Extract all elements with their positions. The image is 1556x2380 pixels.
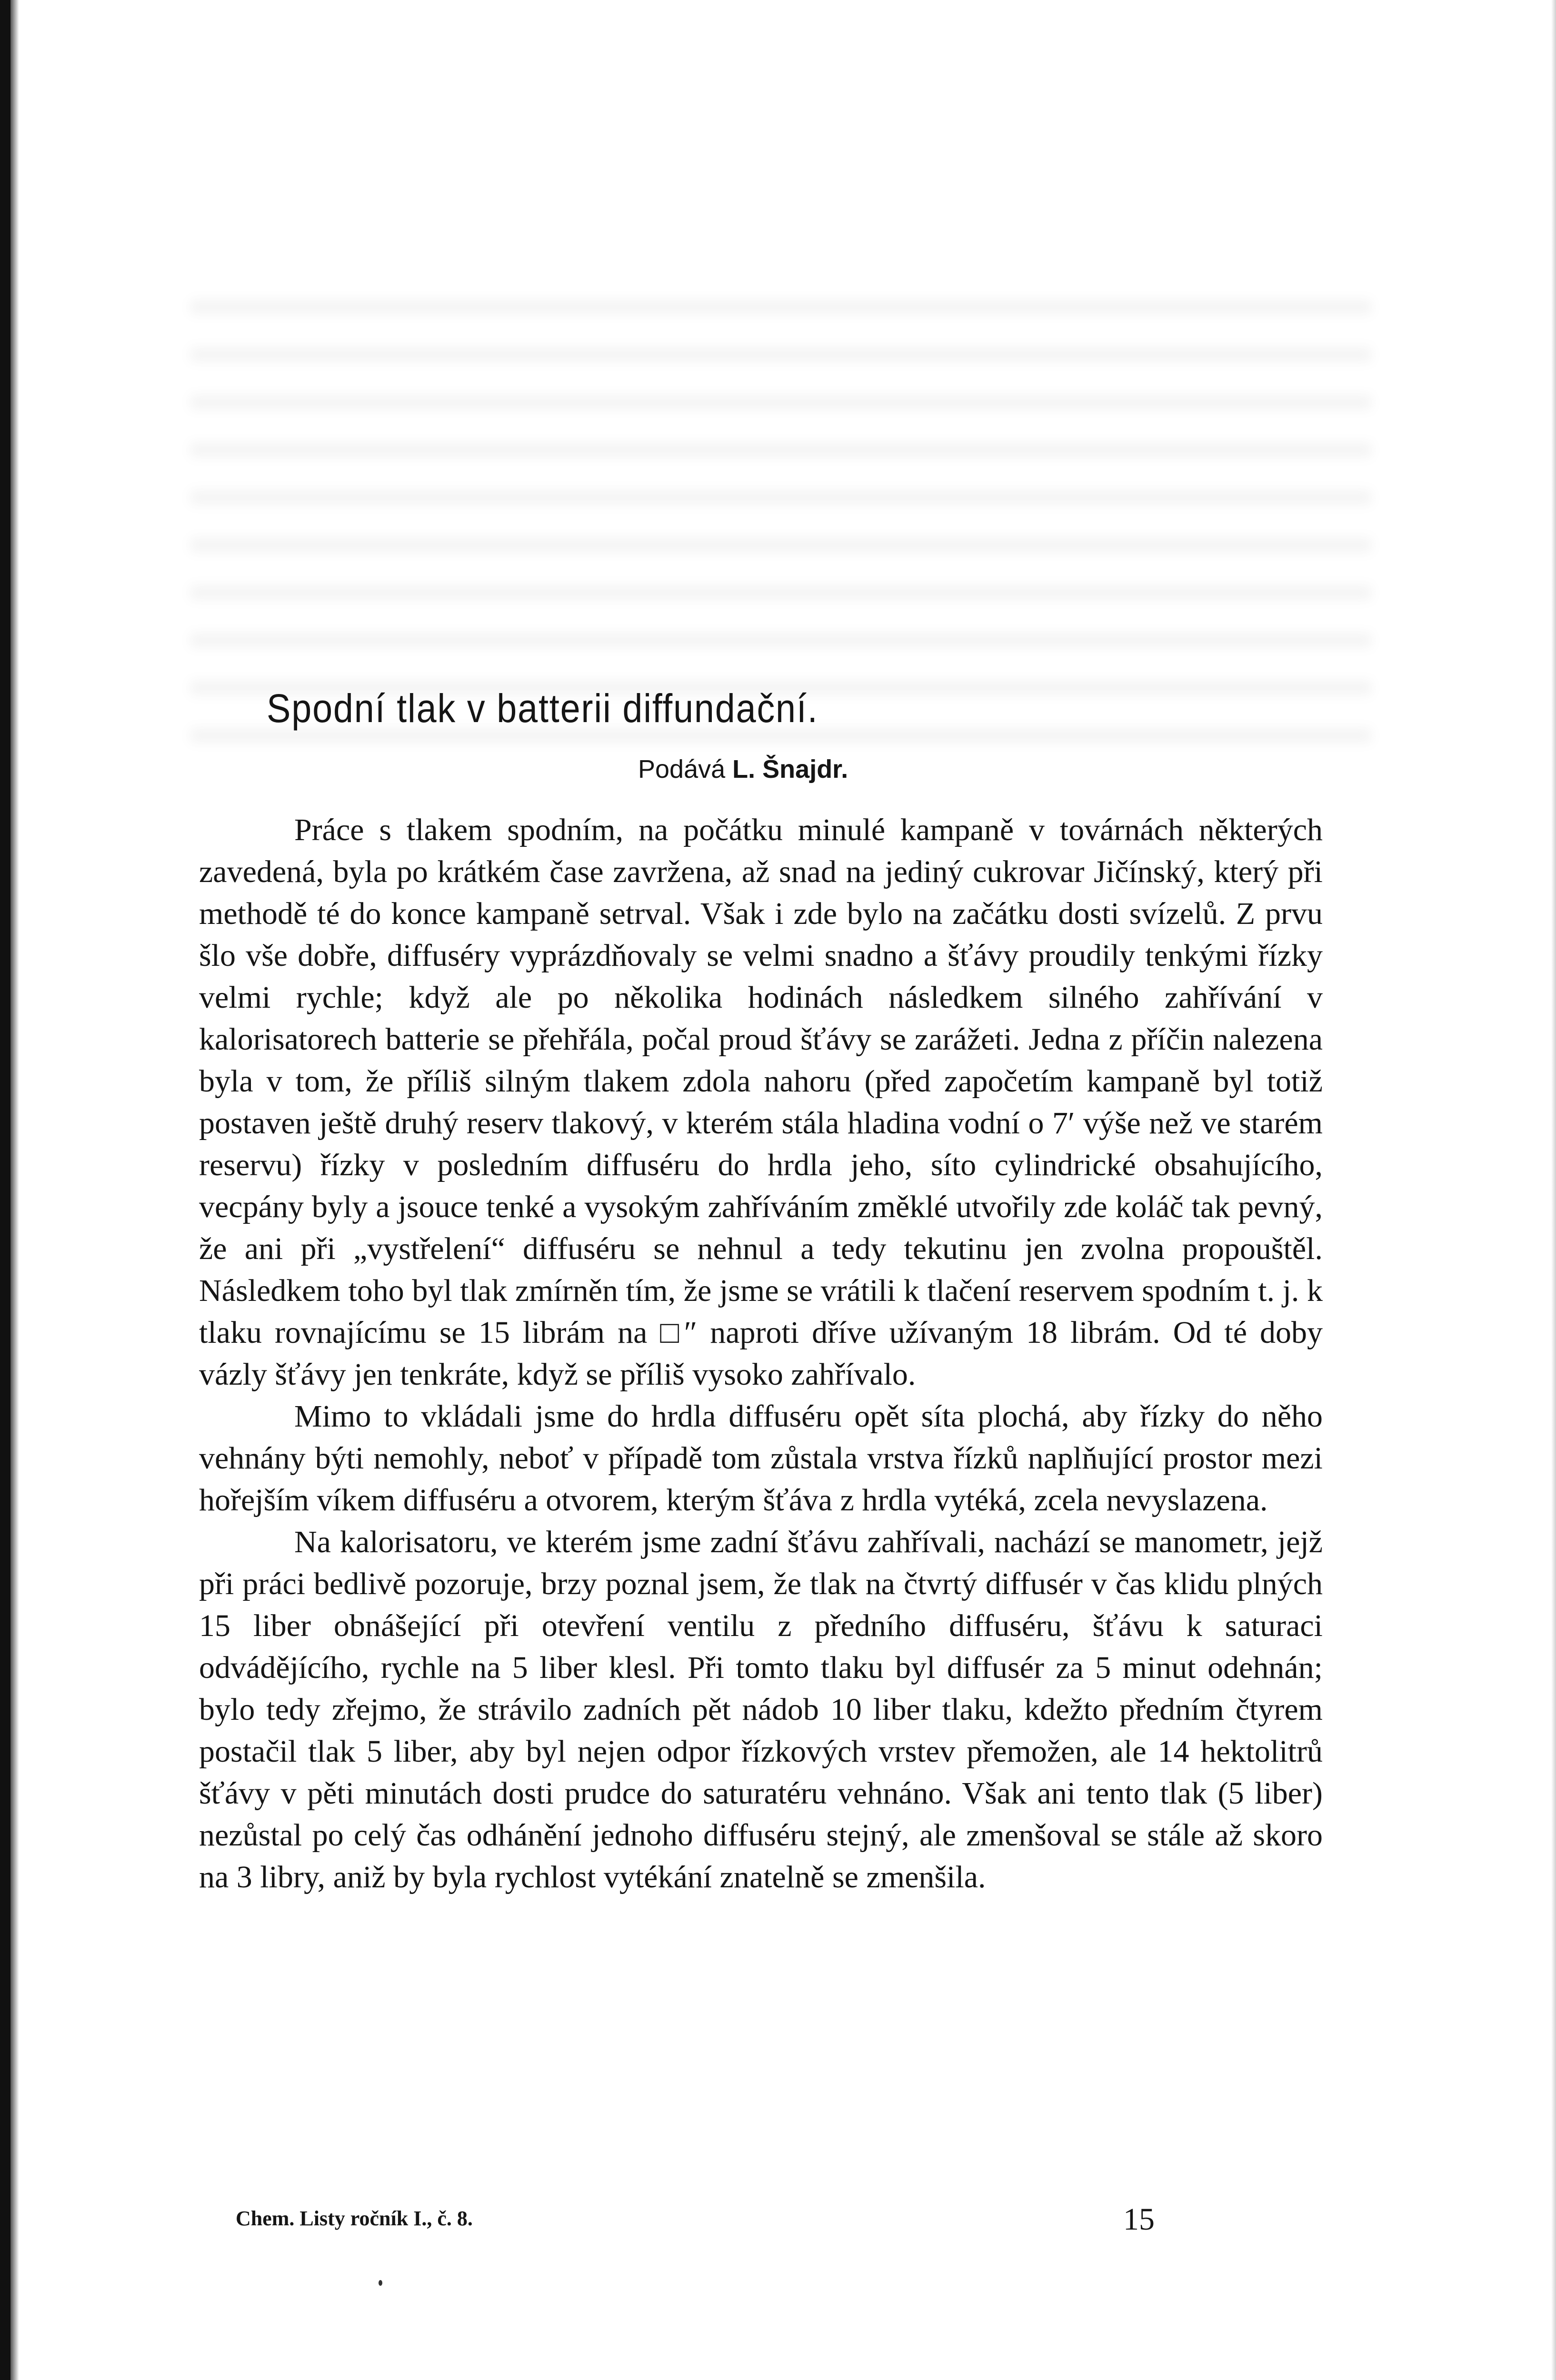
byline-prefix: Podává xyxy=(638,755,726,783)
page-number: 15 xyxy=(1123,2202,1155,2237)
journal-reference: Chem. Listy ročník I., č. 8. xyxy=(236,2207,473,2230)
paragraph-2: Mimo to vkládali jsme do hrdla diffuséru opět síta plochá, aby řízky do něho vehnány býti nemohly, neboť v případě tom zůstala vrstva řízků naplňující prostor mezi hořejším víkem diffuséru a otvorem, kterým šťáva z hrdla vytéká, zcela nevyslazena. xyxy=(199,1399,1323,1517)
author-name: L. Šnajdr. xyxy=(732,755,848,783)
scan-speck xyxy=(379,2280,382,2286)
paragraph-1: Práce s tlakem spodním, na počátku minulé kampaně v továrnách některých zavedená, byla po krátkém čase zavržena, až snad na jediný cukrovar Jičínský, který při methodě té do konce kampaně setrval. Však i zde bylo na začátku dosti svízelů. Z prvu šlo vše dobře, diffuséry vyprázdňovaly se velmi snadno a šťávy proudily tenkými řízky velmi rychle; když ale po několika hodinách následkem silného zahřívání v kalorisatorech batterie se přehřála, počal proud šťávy se zarážeti. Jedna z příčin nalezena byla v tom, že příliš silným tlakem zdola nahoru (před započetím kampaně byl totiž postaven ještě druhý reserv tlakový, v kterém stála hladina vodní o 7′ výše než ve starém reservu) řízky v posledním diffuséru do hrdla jeho, síto cylindrické obsahujícího, vecpány byly a jsouce tenké a vysokým zahříváním změklé utvořily zde koláč tak pevný, že ani při „vystřelení“ diffuséru se nehnul a tedy tekutinu jen zvolna propouštěl. Následkem toho byl tlak zmírněn tím, že jsme se vrátili k tlačení reservem spodním t. j. k tlaku rovnajícímu se 15 librám na □″ naproti dříve užívaným 18 librám. Od té doby vázly šťávy jen tenkráte, když se příliš vysoko zahřívalo. xyxy=(199,813,1323,1392)
article-title: Spodní tlak v batterii diffundační. xyxy=(267,686,818,731)
byline xyxy=(638,754,848,784)
show-through-bleed xyxy=(190,267,1371,743)
scan-binding-shadow xyxy=(10,0,19,2380)
paragraph-3: Na kalorisatoru, ve kterém jsme zadní šťávu zahřívali, nachází se manometr, jejž při práci bedlivě pozoruje, brzy poznal jsem, že tlak na čtvrtý diffusér v čas klidu plných 15 liber obnášející při otevření ventilu z předního diffuséru, šťávu k saturaci odvádějícího, rychle na 5 liber klesl. Při tomto tlaku byl diffusér za 5 minut odehnán; bylo tedy zřejmo, že strávilo zadních pět nádob 10 liber tlaku, kdežto předním čtyrem postačil tlak 5 liber, aby byl nejen odpor řízkových vrstev přemožen, ale 14 hektolitrů šťávy v pěti minutách dosti prudce do saturatéru vehnáno. Však ani tento tlak (5 liber) nezůstal po celý čas odhánění jednoho diffuséru stejný, ale zmenšoval se stále až skoro na 3 libry, aniž by byla rychlost vytékání znatelně se zmenšila. xyxy=(199,1525,1323,1894)
page-footer xyxy=(236,2202,1155,2244)
scan-page-edge xyxy=(1551,0,1556,2380)
scan-binding-edge xyxy=(0,0,10,2380)
article-body xyxy=(199,809,1323,1898)
